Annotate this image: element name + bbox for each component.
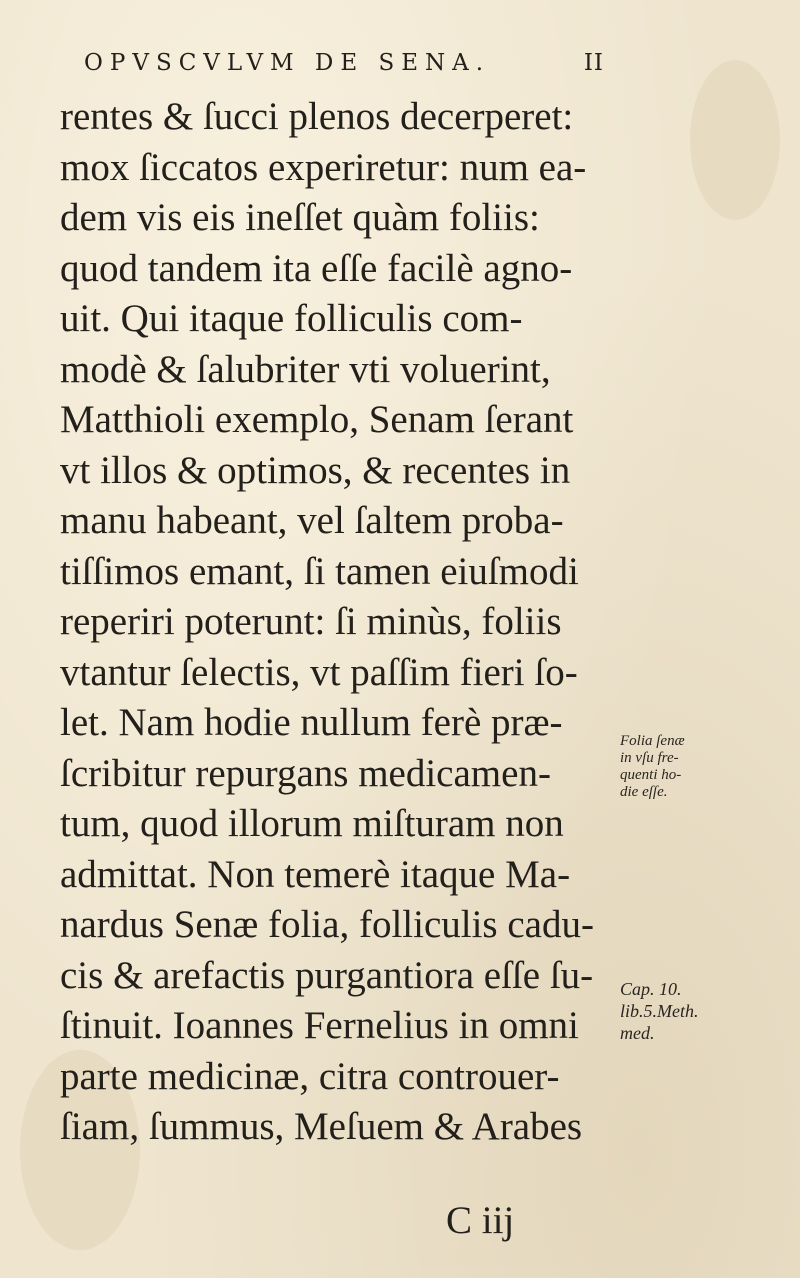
text-line: let. Nam hodie nullum ferè præ- [60,701,563,744]
text-line: manu habeant, vel ſaltem proba- [60,499,564,542]
text-line: uit. Qui itaque folliculis com- [60,297,523,340]
marginal-note-citation [620,978,780,1044]
running-header [84,50,604,76]
marginal-note-line: Cap. 10. [620,979,682,999]
text-line: vt illos & optimos, & recentes in [60,448,571,492]
text-line: ſtinuit. Ioannes Fernelius in omni [60,1004,579,1047]
page-number: II [583,50,604,76]
text-line: mox ſiccatos experiretur: num ea- [60,145,587,189]
text-line: dem vis eis ineſſet quàm foliis: [60,196,540,239]
signature-mark: C iij [446,1199,515,1242]
text-line: modè & ſalubriter vti voluerint, [60,347,551,391]
text-line: tiſſimos emant, ſi tamen eiuſmodi [60,549,579,593]
marginal-note-line: Folia ſenæ [620,733,685,749]
marginal-note-line: quenti ho- [620,767,682,783]
marginal-note-line: lib.5.Meth. [620,1001,699,1021]
text-line: vtantur ſelectis, vt paſſim fieri ſo- [60,650,578,694]
text-line: admittat. Non temerè itaque Ma- [60,852,571,896]
text-line: Matthioli exemplo, Senam ſerant [60,398,574,441]
marginal-note-line: die eſſe. [620,784,668,800]
text-line: cis & arefactis purgantiora eſſe ſu- [60,953,594,997]
marginal-note-folia [620,733,780,801]
text-line: rentes & ſucci plenos decerperet: [60,95,574,138]
text-line: ſiam, ſummus, Meſuem & Arabes [60,1105,583,1148]
running-title: OPVSCVLVM DE SENA. [84,50,491,76]
text-line: tum, quod illorum miſturam non [60,802,564,845]
text-line: nardus Senæ folia, folliculis cadu- [60,903,594,946]
text-line: quod tandem ita eſſe facilè agno- [60,246,573,290]
marginal-note-line: med. [620,1023,655,1043]
text-line: ſcribitur repurgans medicamen- [60,751,551,795]
text-line: reperiri poterunt: ſi minùs, foliis [60,600,562,643]
main-text-block [60,92,620,1153]
paper-stain [690,60,780,220]
text-line: parte medicinæ, citra controuer- [60,1054,560,1098]
marginal-note-line: in vſu fre- [620,750,679,766]
